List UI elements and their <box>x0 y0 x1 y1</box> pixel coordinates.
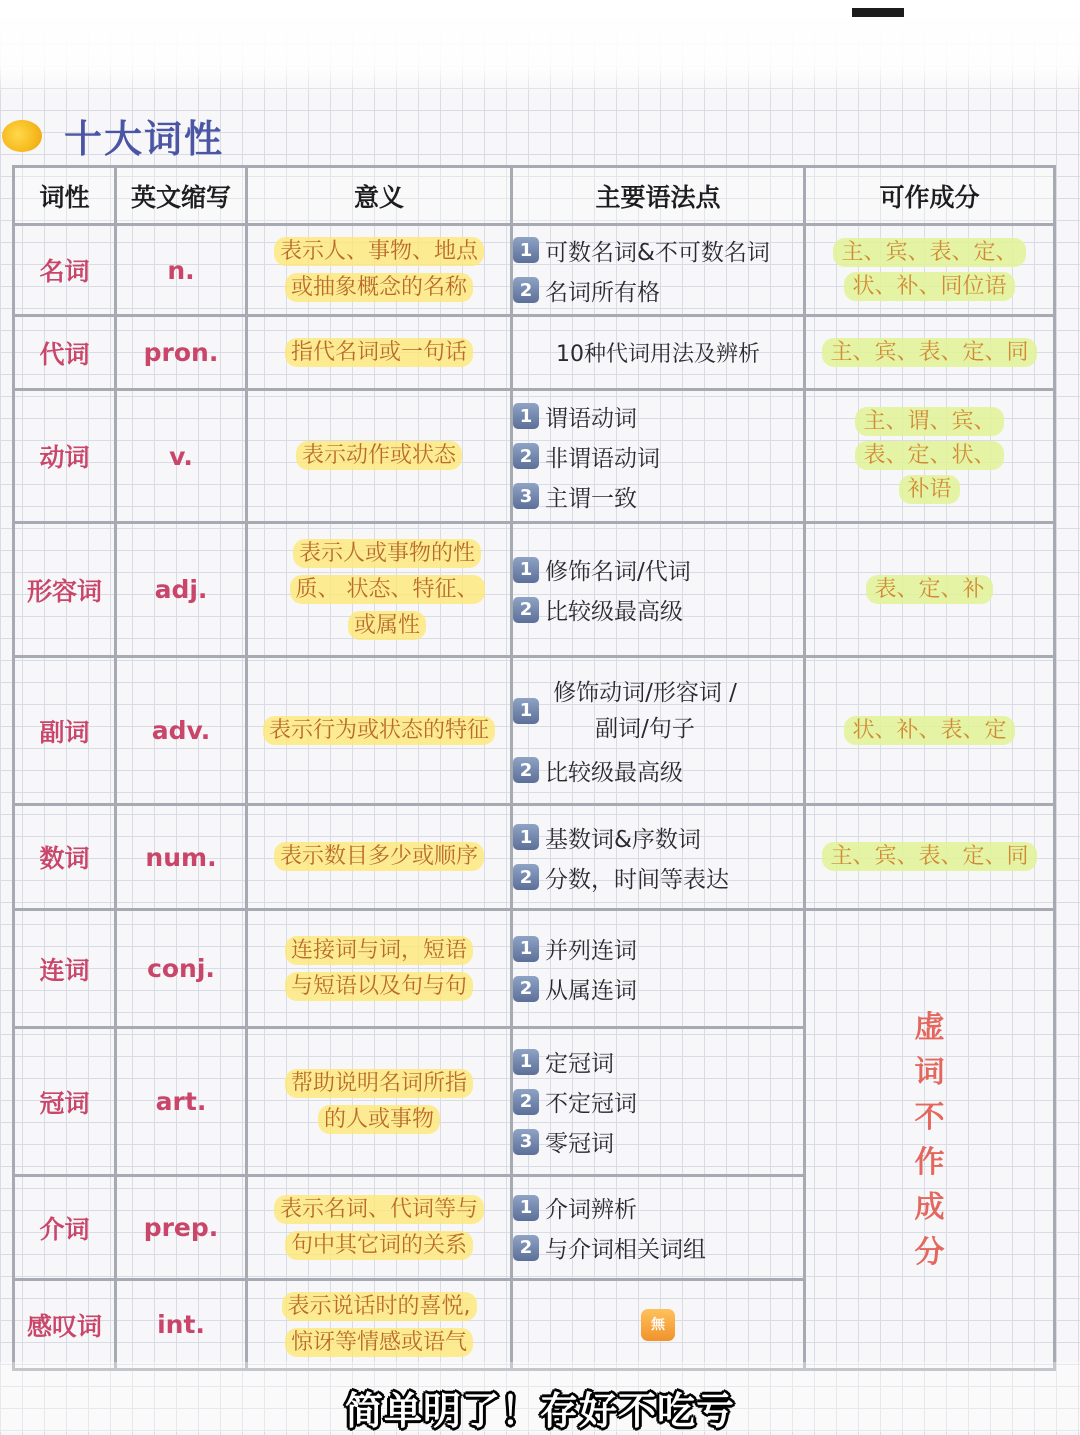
meaning-line: 的人或事物 <box>318 1105 440 1134</box>
number-2-icon: 2 <box>513 976 539 1002</box>
meaning-line: 表示名词、代词等与 <box>274 1195 484 1224</box>
meaning-line: 质、 状态、特征、 <box>290 575 485 604</box>
number-1-icon: 1 <box>513 698 539 724</box>
none-icon: 無 <box>641 1309 675 1341</box>
pos-name: 代词 <box>14 316 116 390</box>
grammar-item <box>513 553 803 586</box>
grammar-cell <box>512 657 805 805</box>
video-caption: 简单明了！存好不吃亏 <box>344 1389 735 1433</box>
pos-name: 副词 <box>14 657 116 805</box>
meaning-line: 或抽象概念的名称 <box>285 273 473 302</box>
grammar-item <box>513 234 803 267</box>
meaning-cell <box>247 805 512 910</box>
number-3-icon: 3 <box>513 1129 539 1155</box>
grammar-item <box>513 1045 803 1078</box>
pos-abbr: num. <box>116 805 247 910</box>
roles-cell <box>805 390 1055 523</box>
grammar-text: 不定冠词 <box>545 1091 637 1117</box>
grammar-cell <box>512 523 805 657</box>
grammar-cell <box>512 390 805 523</box>
roles-line: 主、谓、宾、 <box>855 407 1003 436</box>
meaning-cell <box>247 657 512 805</box>
grammar-item <box>513 274 803 307</box>
grammar-item <box>513 932 803 965</box>
pos-name: 冠词 <box>14 1028 116 1176</box>
grammar-text: 定冠词 <box>545 1051 614 1077</box>
grammar-item <box>513 400 803 433</box>
roles-line: 补语 <box>899 475 959 504</box>
grammar-text: 修饰动词/形容词 /副词/句子 <box>553 679 737 742</box>
table-row <box>14 225 1055 316</box>
grammar-text: 主谓一致 <box>545 485 637 512</box>
meaning-line: 与短语以及句与句 <box>285 972 473 1001</box>
grammar-cell <box>512 316 805 390</box>
grammar-text: 并列连词 <box>545 938 637 964</box>
roles-cell <box>805 225 1055 316</box>
roles-cell <box>805 657 1055 805</box>
function-word-note <box>805 910 1055 1370</box>
table-row <box>14 805 1055 910</box>
grammar-text: 与介词相关词组 <box>545 1237 706 1263</box>
roles-line: 主、宾、表、定、同 <box>822 842 1036 871</box>
pos-abbr: adv. <box>116 657 247 805</box>
grammar-text: 从属连词 <box>545 978 637 1004</box>
pos-name: 数词 <box>14 805 116 910</box>
number-2-icon: 2 <box>513 757 539 783</box>
meaning-line: 表示数目多少或顺序 <box>274 842 484 871</box>
header-pos: 词性 <box>14 167 116 225</box>
grammar-cell <box>512 1176 805 1280</box>
grammar-cell <box>512 805 805 910</box>
number-3-icon: 3 <box>513 483 539 509</box>
meaning-line: 句中其它词的关系 <box>285 1231 473 1260</box>
roles-line: 表、定、补 <box>866 575 992 604</box>
grammar-text: 10种代词用法及辨析 <box>556 342 760 367</box>
roles-cell <box>805 523 1055 657</box>
table-row <box>14 910 1055 1028</box>
header-abbr: 英文缩写 <box>116 167 247 225</box>
roles-line: 状、补、同位语 <box>844 272 1014 301</box>
number-1-icon: 1 <box>513 557 539 583</box>
meaning-line: 或属性 <box>348 611 426 640</box>
meaning-cell <box>247 390 512 523</box>
meaning-line: 惊讶等情感或语气 <box>285 1328 473 1357</box>
table-row <box>14 316 1055 390</box>
grammar-item <box>513 1125 803 1158</box>
header-roles: 可作成分 <box>805 167 1055 225</box>
table-row <box>14 390 1055 523</box>
roles-line: 状、补、表、定 <box>844 716 1014 745</box>
roles-cell <box>805 316 1055 390</box>
grammar-text: 分数，时间等表达 <box>545 866 729 893</box>
meaning-cell <box>247 316 512 390</box>
pos-abbr: art. <box>116 1028 247 1176</box>
table-row <box>14 657 1055 805</box>
top-mark <box>852 8 904 17</box>
grammar-item <box>513 861 803 894</box>
grammar-text: 零冠词 <box>545 1131 614 1157</box>
grammar-text: 修饰名词/代词 <box>545 559 691 585</box>
roles-line: 主、宾、表、定、 <box>833 238 1025 267</box>
roles-line: 主、宾、表、定、同 <box>822 338 1036 367</box>
meaning-line: 表示人或事物的性 <box>293 539 481 568</box>
grammar-text: 比较级最高级 <box>545 599 683 625</box>
grammar-item <box>513 972 803 1005</box>
number-1-icon: 1 <box>513 1049 539 1075</box>
number-2-icon: 2 <box>513 277 539 303</box>
grammar-item <box>513 675 803 747</box>
number-2-icon: 2 <box>513 864 539 890</box>
pos-abbr: v. <box>116 390 247 523</box>
grammar-text: 谓语动词 <box>545 405 637 432</box>
number-2-icon: 2 <box>513 1235 539 1261</box>
meaning-line: 连接词与词，短语 <box>285 936 473 965</box>
meaning-line: 表示动作或状态 <box>296 441 462 470</box>
grammar-item <box>513 1085 803 1118</box>
pos-name: 形容词 <box>14 523 116 657</box>
grammar-item <box>513 440 803 473</box>
meaning-cell <box>247 910 512 1028</box>
pos-abbr: conj. <box>116 910 247 1028</box>
meaning-cell <box>247 225 512 316</box>
grammar-cell <box>512 910 805 1028</box>
page-title: 十大词性 <box>64 117 225 161</box>
table-header-row <box>14 167 1055 225</box>
meaning-cell <box>247 1176 512 1280</box>
pos-name: 动词 <box>14 390 116 523</box>
grammar-cell <box>512 225 805 316</box>
pos-name: 名词 <box>14 225 116 316</box>
number-2-icon: 2 <box>513 1089 539 1115</box>
table-row <box>14 523 1055 657</box>
meaning-line: 指代名词或一句话 <box>285 338 473 367</box>
grammar-cell <box>512 1028 805 1176</box>
header-meaning: 意义 <box>247 167 512 225</box>
grammar-text: 介词辨析 <box>545 1197 637 1223</box>
pos-name: 感叹词 <box>14 1280 116 1370</box>
number-2-icon: 2 <box>513 443 539 469</box>
meaning-line: 表示行为或状态的特征 <box>263 716 495 745</box>
roles-line: 表、定、状、 <box>855 441 1003 470</box>
grammar-cell <box>512 1280 805 1370</box>
pos-abbr: prep. <box>116 1176 247 1280</box>
meaning-cell <box>247 1280 512 1370</box>
grammar-item <box>513 1191 803 1224</box>
number-1-icon: 1 <box>513 403 539 429</box>
pos-name: 连词 <box>14 910 116 1028</box>
top-blur-overlay <box>0 0 1080 95</box>
grammar-text: 可数名词&不可数名词 <box>545 239 770 266</box>
meaning-cell <box>247 1028 512 1176</box>
grammar-text: 基数词&序数词 <box>545 826 701 853</box>
function-word-note-text: 虚词不作成分 <box>914 1009 945 1270</box>
header-grammar: 主要语法点 <box>512 167 805 225</box>
part-of-speech-table <box>12 165 1056 1371</box>
pos-abbr: adj. <box>116 523 247 657</box>
meaning-line: 表示说话时的喜悦, <box>282 1292 477 1321</box>
grammar-text: 非谓语动词 <box>545 445 660 472</box>
meaning-line: 帮助说明名词所指 <box>285 1069 473 1098</box>
pos-abbr: pron. <box>116 316 247 390</box>
number-1-icon: 1 <box>513 936 539 962</box>
grammar-item <box>513 821 803 854</box>
meaning-cell <box>247 523 512 657</box>
grammar-item <box>513 593 803 626</box>
number-1-icon: 1 <box>513 1195 539 1221</box>
grammar-item <box>513 1231 803 1264</box>
grammar-text: 名词所有格 <box>545 279 660 306</box>
number-2-icon: 2 <box>513 597 539 623</box>
number-1-icon: 1 <box>513 824 539 850</box>
pos-abbr: int. <box>116 1280 247 1370</box>
bullet-dot-icon <box>2 120 42 152</box>
grammar-item <box>513 480 803 513</box>
number-1-icon: 1 <box>513 237 539 263</box>
grammar-item <box>513 754 803 787</box>
pos-name: 介词 <box>14 1176 116 1280</box>
pos-abbr: n. <box>116 225 247 316</box>
roles-cell <box>805 805 1055 910</box>
grammar-text: 比较级最高级 <box>545 759 683 786</box>
meaning-line: 表示人、事物、地点 <box>274 237 484 266</box>
